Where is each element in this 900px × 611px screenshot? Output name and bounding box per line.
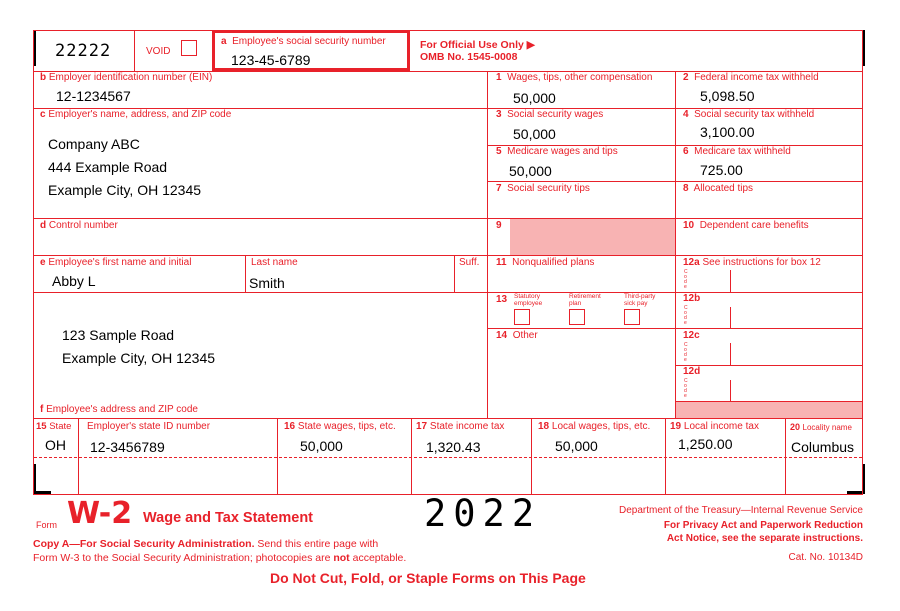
local-wages-value: 50,000 [555,438,598,454]
state-label: State [49,421,72,432]
box-c-label: Employer's name, address, and ZIP code [48,109,232,120]
copy-a-line-1 [33,538,378,550]
ss-wages-value: 50,000 [513,126,556,142]
box-b-letter: b [40,72,47,83]
form-title: Wage and Tax Statement [143,510,314,526]
state-wages-value: 50,000 [300,438,343,454]
copy-a-line-2 [33,552,406,564]
omb-number: OMB No. 1545-0008 [420,51,518,63]
box-13-number: 13 [496,294,508,305]
void-checkbox[interactable] [181,40,197,56]
privacy-notice-line-2: Act Notice, see the separate instructions. [666,533,863,544]
box-3-label: Social security wages [507,109,604,120]
locality-value: Columbus [791,439,855,455]
third-party-sick-pay-checkbox[interactable] [624,309,640,325]
control-code: 22222 [55,41,112,61]
box-7-label: Social security tips [507,183,590,194]
box-d-label: Control number [48,220,118,231]
not-emphasis: not [333,552,350,564]
privacy-notice-line-1: For Privacy Act and Paperwork Reduction [663,520,863,531]
box-a-letter: a [221,36,227,47]
box-c-letter: c [40,109,46,120]
box-f-letter: f [40,404,44,415]
employer-street: 444 Example Road [48,159,168,175]
retirement-plan-label: Retirement plan [569,293,601,307]
void-label: VOID [146,46,171,57]
box-12c-code-label: C o d e [684,342,688,363]
box-1-label: Wages, tips, other compensation [507,72,653,83]
box-20-label: Locality name [802,423,852,432]
ein-value: 12-1234567 [56,88,131,104]
employer-city: Example City, OH 12345 [48,182,202,198]
box-e-letter: e [40,257,46,268]
wages-value: 50,000 [513,90,556,106]
box-12d-code-label: C o d e [684,378,688,399]
first-name-value: Abby L [52,273,96,289]
box-8-label: Allocated tips [693,183,754,194]
box-18-label: Local wages, tips, etc. [551,421,651,432]
employee-city: Example City, OH 12345 [62,350,216,366]
copy-a-line-2-post: acceptable. [349,552,407,564]
box-14-label: Other [512,330,538,341]
tax-year: 2022 [424,492,542,535]
department-label: Department of the Treasury—Internal Revenue Service [618,505,863,516]
local-income-tax-value: 1,250.00 [678,436,733,452]
box-10-label: Dependent care benefits [699,220,809,231]
state-value: OH [45,437,66,453]
box-b-label: Employer identification number (EIN) [48,72,213,83]
box-12a-code-label: C o d e [684,269,688,290]
official-use-label: For Official Use Only ▶ [420,39,535,51]
employee-street: 123 Sample Road [62,327,175,343]
last-name-label: Last name [251,257,298,268]
box-2-label: Federal income tax withheld [694,72,819,83]
state-income-tax-value: 1,320.43 [426,439,481,455]
box-d-letter: d [40,220,47,231]
box-16-label: State wages, tips, etc. [297,421,396,432]
medicare-wages-value: 50,000 [509,163,552,179]
box-5-label: Medicare wages and tips [507,146,618,157]
form-word: Form [36,520,57,530]
do-not-cut-notice: Do Not Cut, Fold, or Staple Forms on This Page [270,570,586,586]
form-name: W-2 [67,496,133,531]
employer-name: Company ABC [48,136,140,152]
copy-a-bold: Copy A—For Social Security Administration. [33,538,255,550]
box-9-number: 9 [496,220,502,231]
third-party-sick-pay-label: Third-party sick pay [624,293,656,307]
federal-tax-value: 5,098.50 [700,88,755,104]
copy-a-rest: Send this entire page with [254,538,379,550]
box-a[interactable] [212,30,410,71]
state-id-value: 12-3456789 [90,439,165,455]
statutory-employee-label: Statutory employee [514,293,543,307]
box-a-label: Employee's social security number [232,36,386,47]
statutory-employee-checkbox[interactable] [514,309,530,325]
last-name-value: Smith [249,275,285,291]
box-17-label: State income tax [429,421,505,432]
box-19-label: Local income tax [683,421,759,432]
medicare-tax-value: 725.00 [700,162,743,178]
box-6-label: Medicare tax withheld [694,146,791,157]
ss-tax-value: 3,100.00 [700,124,755,140]
state-id-label: Employer's state ID number [87,421,211,432]
catalog-number: Cat. No. 10134D [788,552,863,563]
retirement-plan-checkbox[interactable] [569,309,585,325]
box-11-label: Nonqualified plans [512,257,595,268]
box-12b-code-label: C o d e [684,305,688,326]
box-4-label: Social security tax withheld [694,109,815,120]
suffix-label: Suff. [459,257,480,268]
shaded-strip [676,402,862,418]
first-name-label: Employee's first name and initial [48,257,192,268]
box-f-label: Employee's address and ZIP code [46,404,198,415]
ssn-value: 123-45-6789 [231,52,311,68]
copy-a-line-2-pre: Form W-3 to the Social Security Administration; photocopies are [33,552,334,564]
box-12a-label: See instructions for box 12 [702,257,821,268]
